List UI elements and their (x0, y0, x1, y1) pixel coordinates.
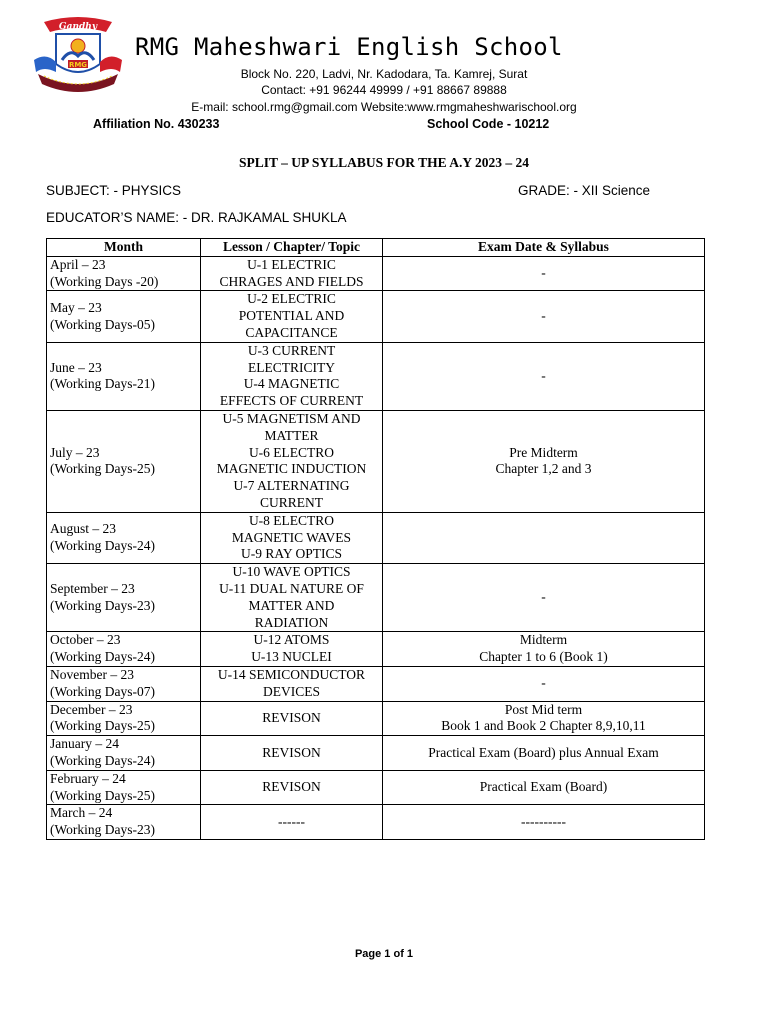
educator-name: EDUCATOR’S NAME: - DR. RAJKAMAL SHUKLA (46, 210, 347, 225)
table-header-row (47, 239, 705, 257)
grade-label: GRADE: - XII Science (518, 183, 651, 198)
exam-cell: - (383, 564, 705, 632)
affiliation-number: Affiliation No. 430233 (93, 117, 220, 131)
table-row (47, 632, 705, 667)
lesson-cell: U-12 ATOMS U-13 NUCLEI (201, 632, 383, 667)
month-cell: October – 23 (Working Days-24) (47, 632, 201, 667)
school-address: Block No. 220, Ladvi, Nr. Kadodara, Ta. Kamrej, Surat (240, 67, 528, 81)
lesson-cell: U-10 WAVE OPTICS U-11 DUAL NATURE OF MATTER AND RADIATION (201, 564, 383, 632)
svg-text:Gandhy: Gandhy (58, 22, 98, 32)
lesson-cell: U-8 ELECTRO MAGNETIC WAVES U-9 RAY OPTICS (201, 512, 383, 563)
lesson-cell: REVISON (201, 770, 383, 805)
syllabus-table (46, 238, 705, 840)
lesson-cell: REVISON (201, 736, 383, 771)
month-cell: December – 23 (Working Days-25) (47, 701, 201, 736)
table-row (47, 701, 705, 736)
month-cell: April – 23 (Working Days -20) (47, 256, 201, 291)
table-row (47, 666, 705, 701)
month-cell: March – 24 (Working Days-23) (47, 805, 201, 840)
month-cell: August – 23 (Working Days-24) (47, 512, 201, 563)
table-row (47, 512, 705, 563)
lesson-cell: REVISON (201, 701, 383, 736)
page-number: Page 1 of 1 (354, 948, 414, 960)
table-row (47, 736, 705, 771)
month-cell: September – 23 (Working Days-23) (47, 564, 201, 632)
exam-cell: ---------- (383, 805, 705, 840)
table-row (47, 291, 705, 342)
school-code: School Code - 10212 (427, 117, 550, 131)
table-row (47, 770, 705, 805)
subject-label: SUBJECT: - PHYSICS (46, 183, 182, 198)
exam-cell (383, 512, 705, 563)
month-cell: June – 23 (Working Days-21) (47, 342, 201, 410)
school-contact: Contact: +91 96244 49999 / +91 88667 89888 (261, 83, 507, 97)
table-row (47, 805, 705, 840)
school-name: RMG Maheshwari English School (135, 33, 563, 61)
lesson-cell: U-5 MAGNETISM AND MATTER U-6 ELECTRO MAGNETIC INDUCTION U-7 ALTERNATING CURRENT (201, 410, 383, 512)
table-row (47, 342, 705, 410)
lesson-cell: U-14 SEMICONDUCTOR DEVICES (201, 666, 383, 701)
svg-text:RMG: RMG (68, 61, 88, 69)
month-cell: February – 24 (Working Days-25) (47, 770, 201, 805)
column-header-month: Month (47, 239, 201, 257)
exam-cell: Post Mid term Book 1 and Book 2 Chapter 8,9,10,11 (383, 701, 705, 736)
column-header-lesson: Lesson / Chapter/ Topic (201, 239, 383, 257)
lesson-cell: U-3 CURRENT ELECTRICITY U-4 MAGNETIC EFFECTS OF CURRENT (201, 342, 383, 410)
month-cell: May – 23 (Working Days-05) (47, 291, 201, 342)
school-email-website: E-mail: school.rmg@gmail.com Website:www.rmgmaheshwarischool.org (191, 100, 577, 114)
exam-cell: - (383, 342, 705, 410)
exam-cell: - (383, 666, 705, 701)
month-cell: January – 24 (Working Days-24) (47, 736, 201, 771)
lesson-cell: ------ (201, 805, 383, 840)
month-cell: July – 23 (Working Days-25) (47, 410, 201, 512)
exam-cell: - (383, 256, 705, 291)
exam-cell: Midterm Chapter 1 to 6 (Book 1) (383, 632, 705, 667)
exam-cell: Practical Exam (Board) (383, 770, 705, 805)
column-header-exam: Exam Date & Syllabus (383, 239, 705, 257)
exam-cell: - (383, 291, 705, 342)
table-row (47, 256, 705, 291)
document-title: SPLIT – UP SYLLABUS FOR THE A.Y 2023 – 24 (238, 155, 530, 170)
lesson-cell: U-2 ELECTRIC POTENTIAL AND CAPACITANCE (201, 291, 383, 342)
table-row (47, 564, 705, 632)
exam-cell: Practical Exam (Board) plus Annual Exam (383, 736, 705, 771)
exam-cell: Pre Midterm Chapter 1,2 and 3 (383, 410, 705, 512)
month-cell: November – 23 (Working Days-07) (47, 666, 201, 701)
table-row (47, 410, 705, 512)
lesson-cell: U-1 ELECTRIC CHRAGES AND FIELDS (201, 256, 383, 291)
